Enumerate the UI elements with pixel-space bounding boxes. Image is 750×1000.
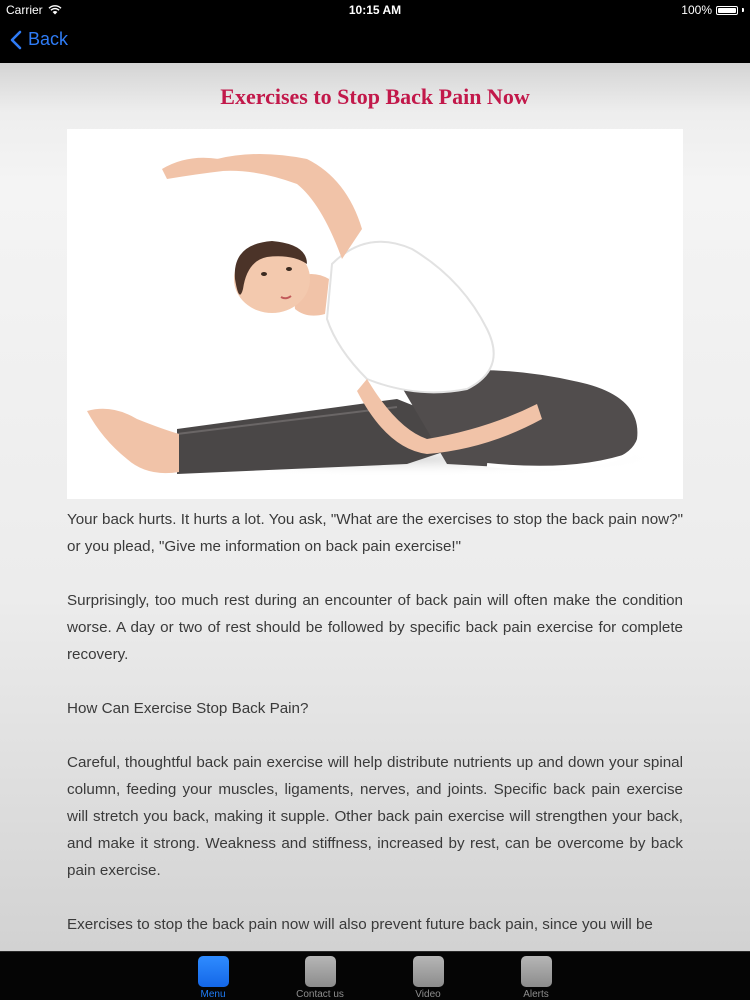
tab-bar [0,951,750,1000]
tab-label: Menu [200,989,226,1000]
status-bar [0,0,750,20]
battery-percent: 100% [681,3,712,17]
article-paragraph: Surprisingly, too much rest during an encounter of back pain will often make the condition worse. A day or two of rest should be followed by specific back pain exercise for complete recovery. [67,592,683,663]
video-tab-icon [413,956,444,987]
tab-alerts[interactable] [491,956,581,1000]
battery-icon [716,6,738,15]
article-paragraph: Exercises to stop the back pain now will also prevent future back pain, since you will be [67,916,653,933]
alerts-tab-icon [521,956,552,987]
carrier-label: Carrier [6,3,43,17]
back-button[interactable] [10,29,68,50]
tab-menu[interactable] [168,956,258,1000]
menu-tab-icon [198,956,229,987]
article-paragraph: Your back hurts. It hurts a lot. You ask, "What are the exercises to stop the back pain now?" or you plead, "Give me information on back pain exercise!" [67,511,683,555]
article-content[interactable] [0,63,750,951]
tab-label: Contact us [296,989,344,1000]
navigation-bar [0,20,750,63]
back-button-label: Back [28,29,69,49]
battery-tip [742,8,744,12]
tab-video[interactable] [383,956,473,1000]
hero-image [67,129,683,499]
woman-stretching-illustration [67,129,683,499]
battery-indicator [681,3,744,17]
tab-label: Alerts [523,989,549,1000]
contact-tab-icon [305,956,336,987]
chevron-left-icon [10,30,22,50]
status-time: 10:15 AM [348,3,402,17]
tab-label: Video [415,989,441,1000]
page-title: Exercises to Stop Back Pain Now [220,84,530,109]
article-paragraph: Careful, thoughtful back pain exercise will help distribute nutrients up and down your spinal column, feeding your muscles, ligaments, nerves, and joints. Specific back pain exercise will stretch you back, making it supple. Other back pain exercise will strengthen your back, and make it strong. Weakness and stiffness, increased by rest, can be overcome by back pain exercise. [67,754,683,879]
tab-contact-us[interactable] [275,956,365,1000]
article-body [67,506,683,951]
article-subheading: How Can Exercise Stop Back Pain? [67,700,309,717]
